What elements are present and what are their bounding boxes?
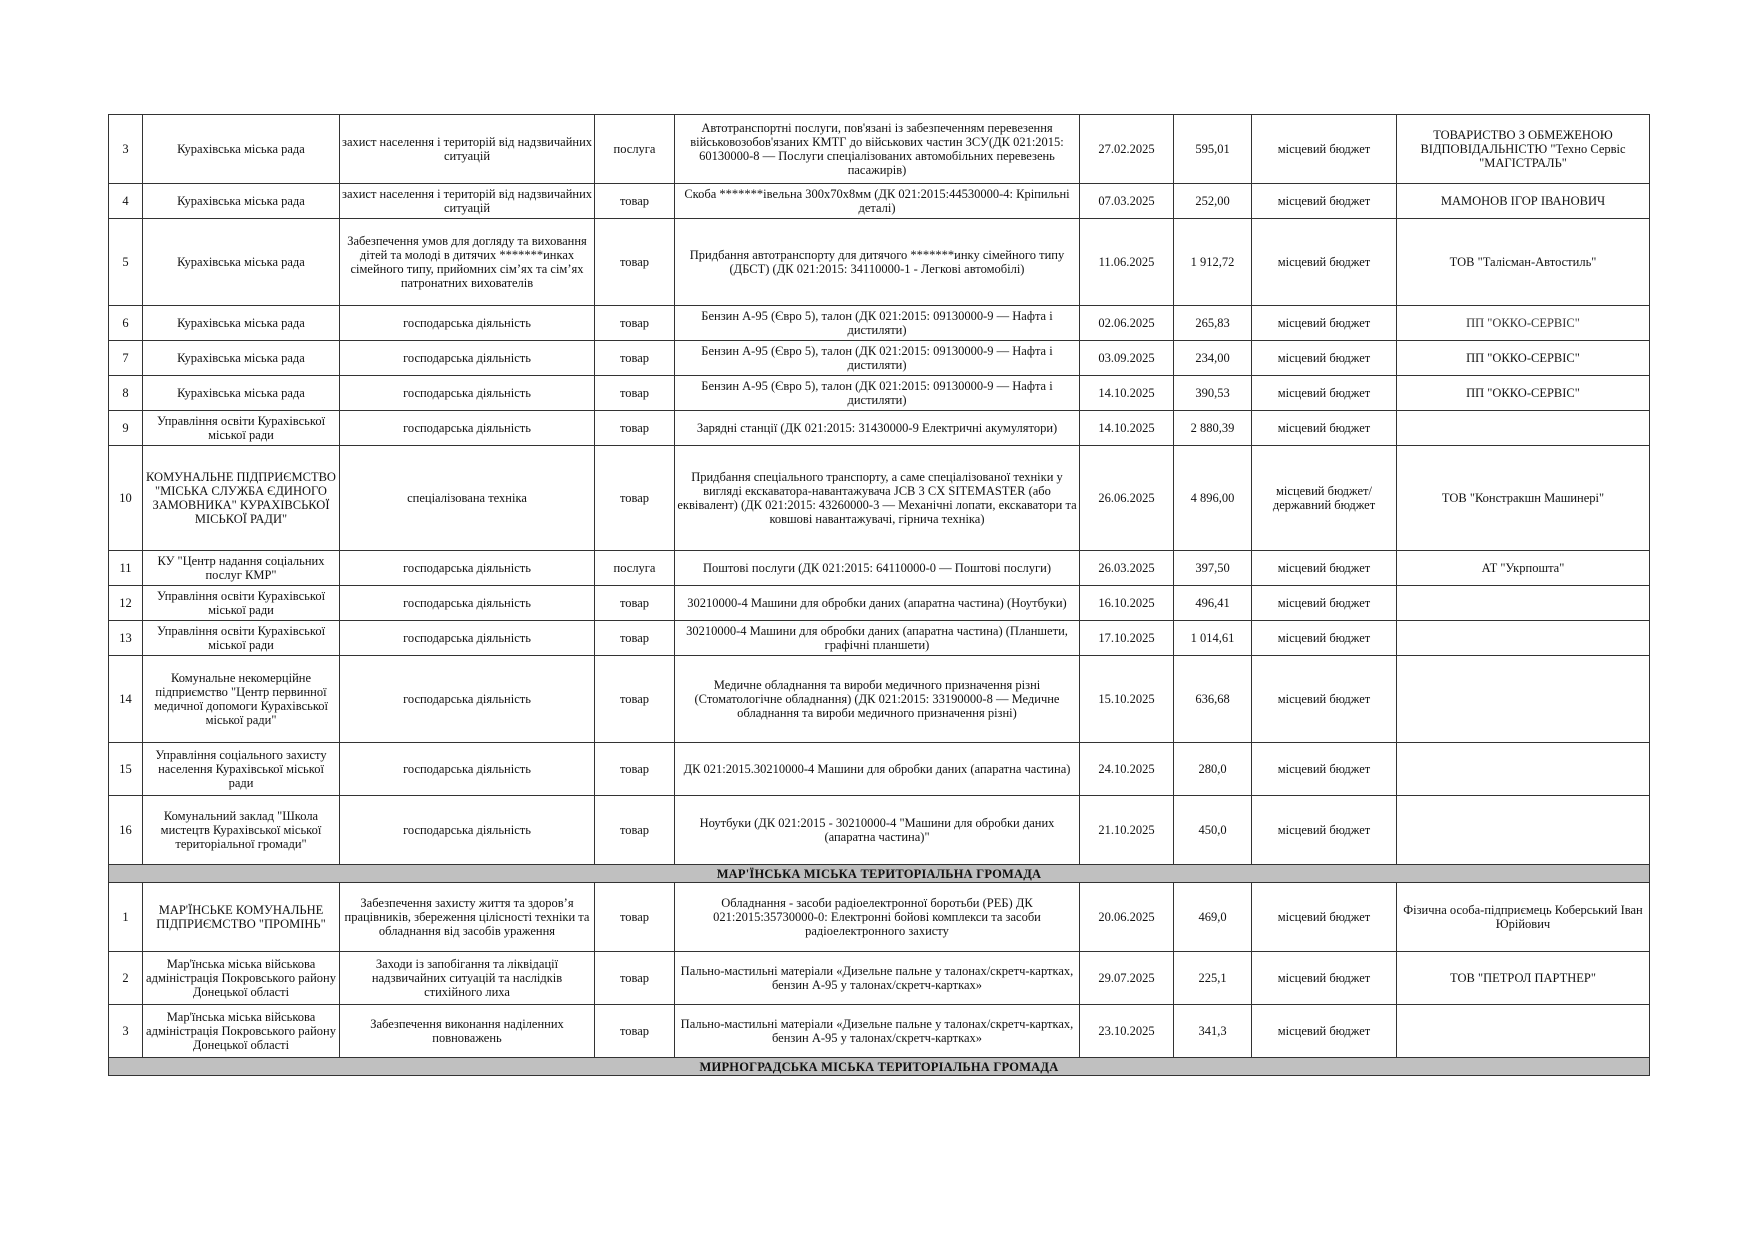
- row-number: 6: [109, 306, 143, 341]
- funding-source: місцевий бюджет/державний бюджет: [1252, 446, 1397, 551]
- contract-date: 15.10.2025: [1080, 656, 1174, 743]
- customer-name: Комунальне некомерційне підприємство "Центр первинної медичної допомоги Курахівської міської ради": [143, 656, 340, 743]
- procurement-subject: Поштові послуги (ДК 021:2015: 64110000-0 — Поштові послуги): [675, 551, 1080, 586]
- row-number: 5: [109, 219, 143, 306]
- contractor: Фізична особа-підприємець Коберський Іван Юрійович: [1397, 883, 1650, 952]
- contract-date: 21.10.2025: [1080, 796, 1174, 865]
- row-number: 16: [109, 796, 143, 865]
- table-row: [109, 656, 1650, 743]
- funding-source: місцевий бюджет: [1252, 743, 1397, 796]
- contractor: ТОВ "ПЕТРОЛ ПАРТНЕР": [1397, 952, 1650, 1005]
- table-row: [109, 883, 1650, 952]
- contract-date: 23.10.2025: [1080, 1005, 1174, 1058]
- customer-name: Управління соціального захисту населення Курахівської міської ради: [143, 743, 340, 796]
- row-number: 4: [109, 184, 143, 219]
- purpose: Заходи із запобігання та ліквідації надзвичайних ситуацій та наслідків стихійного лиха: [340, 952, 595, 1005]
- amount: 341,3: [1174, 1005, 1252, 1058]
- customer-name: Курахівська міська рада: [143, 376, 340, 411]
- customer-name: Управління освіти Курахівської міської ради: [143, 586, 340, 621]
- table-row: [109, 621, 1650, 656]
- table-row: [109, 306, 1650, 341]
- amount: 1 912,72: [1174, 219, 1252, 306]
- procurement-subject: 30210000-4 Машини для обробки даних (апаратна частина) (Ноутбуки): [675, 586, 1080, 621]
- procurement-subject: Медичне обладнання та вироби медичного призначення різні (Стоматологічне обладнання) (ДК 021:2015: 33190000-8 — Медичне обладнання та вироби медичного призначення різні): [675, 656, 1080, 743]
- table-row: [109, 952, 1650, 1005]
- procurement-subject: Бензин А-95 (Євро 5), талон (ДК 021:2015: 09130000-9 — Нафта і дистиляти): [675, 341, 1080, 376]
- contractor: ТОВ "Талісман-Автостиль": [1397, 219, 1650, 306]
- row-number: 14: [109, 656, 143, 743]
- row-number: 9: [109, 411, 143, 446]
- procurement-type: товар: [595, 184, 675, 219]
- purpose: господарська діяльність: [340, 341, 595, 376]
- contractor: [1397, 656, 1650, 743]
- contract-date: 07.03.2025: [1080, 184, 1174, 219]
- procurement-type: послуга: [595, 551, 675, 586]
- contractor: ТОВ "Констракшн Машинері": [1397, 446, 1650, 551]
- row-number: 15: [109, 743, 143, 796]
- procurement-subject: Ноутбуки (ДК 021:2015 - 30210000-4 "Машини для обробки даних (апаратна частина)": [675, 796, 1080, 865]
- procurement-type: товар: [595, 656, 675, 743]
- procurement-subject: Придбання автотранспорту для дитячого *******инку сімейного типу (ДБСТ) (ДК 021:2015: 34110000-1 - Легкові автомобілі): [675, 219, 1080, 306]
- purpose: господарська діяльність: [340, 376, 595, 411]
- purpose: господарська діяльність: [340, 621, 595, 656]
- funding-source: місцевий бюджет: [1252, 586, 1397, 621]
- funding-source: місцевий бюджет: [1252, 551, 1397, 586]
- procurement-subject: Пально-мастильні матеріали «Дизельне пальне у талонах/скретч-картках, бензин А-95 у талонах/скретч-картках»: [675, 1005, 1080, 1058]
- contract-date: 27.02.2025: [1080, 115, 1174, 184]
- contract-date: 26.03.2025: [1080, 551, 1174, 586]
- procurement-type: товар: [595, 341, 675, 376]
- amount: 225,1: [1174, 952, 1252, 1005]
- row-number: 10: [109, 446, 143, 551]
- section-title-marinka: МАР'ЇНСЬКА МІСЬКА ТЕРИТОРІАЛЬНА ГРОМАДА: [109, 865, 1650, 883]
- funding-source: місцевий бюджет: [1252, 1005, 1397, 1058]
- contractor: АТ "Укрпошта": [1397, 551, 1650, 586]
- row-number: 12: [109, 586, 143, 621]
- funding-source: місцевий бюджет: [1252, 341, 1397, 376]
- contractor: МАМОНОВ ІГОР ІВАНОВИЧ: [1397, 184, 1650, 219]
- funding-source: місцевий бюджет: [1252, 376, 1397, 411]
- row-number: 1: [109, 883, 143, 952]
- contract-date: 26.06.2025: [1080, 446, 1174, 551]
- procurement-type: товар: [595, 586, 675, 621]
- purpose: захист населення і територій від надзвичайних ситуацій: [340, 184, 595, 219]
- procurement-subject: Скоба *******івельна 300х70х8мм (ДК 021:2015:44530000-4: Кріпильні деталі): [675, 184, 1080, 219]
- contract-date: 29.07.2025: [1080, 952, 1174, 1005]
- amount: 397,50: [1174, 551, 1252, 586]
- amount: 234,00: [1174, 341, 1252, 376]
- customer-name: Мар'їнська міська військова адміністрація Покровського району Донецької області: [143, 952, 340, 1005]
- funding-source: місцевий бюджет: [1252, 952, 1397, 1005]
- customer-name: Управління освіти Курахівської міської ради: [143, 621, 340, 656]
- procurement-type: товар: [595, 219, 675, 306]
- contractor: [1397, 586, 1650, 621]
- contractor: [1397, 621, 1650, 656]
- table-row: [109, 586, 1650, 621]
- table-row: [109, 376, 1650, 411]
- table-row: [109, 743, 1650, 796]
- amount: 280,0: [1174, 743, 1252, 796]
- procurement-subject: ДК 021:2015.30210000-4 Машини для обробки даних (апаратна частина): [675, 743, 1080, 796]
- contractor: ПП "ОККО-СЕРВІС": [1397, 306, 1650, 341]
- contract-date: 17.10.2025: [1080, 621, 1174, 656]
- procurement-type: товар: [595, 1005, 675, 1058]
- amount: 252,00: [1174, 184, 1252, 219]
- table-row: [109, 1005, 1650, 1058]
- customer-name: Курахівська міська рада: [143, 184, 340, 219]
- procurement-type: товар: [595, 952, 675, 1005]
- purpose: господарська діяльність: [340, 743, 595, 796]
- table-row: [109, 219, 1650, 306]
- section-title-myrnohrad: МИРНОГРАДСЬКА МІСЬКА ТЕРИТОРІАЛЬНА ГРОМАДА: [109, 1058, 1650, 1076]
- procurement-subject: Пально-мастильні матеріали «Дизельне пальне у талонах/скретч-картках, бензин А-95 у талонах/скретч-картках»: [675, 952, 1080, 1005]
- funding-source: місцевий бюджет: [1252, 219, 1397, 306]
- customer-name: Комунальний заклад "Школа мистецтв Курахівської міської територіальної громади": [143, 796, 340, 865]
- table-body-marinka: [109, 883, 1650, 1058]
- table-row: [109, 796, 1650, 865]
- customer-name: МАР'ЇНСЬКЕ КОМУНАЛЬНЕ ПІДПРИЄМСТВО "ПРОМІНЬ": [143, 883, 340, 952]
- row-number: 7: [109, 341, 143, 376]
- purpose: господарська діяльність: [340, 551, 595, 586]
- procurement-subject: Автотранспортні послуги, пов'язані із забезпеченням перевезення військовозобов'язаних КМТГ до військових частин ЗСУ(ДК 021:2015: 60130000-8 — Послуги спеціалізованих автомобільних перевезень пасажирів): [675, 115, 1080, 184]
- funding-source: місцевий бюджет: [1252, 306, 1397, 341]
- table-row: [109, 184, 1650, 219]
- procurement-subject: 30210000-4 Машини для обробки даних (апаратна частина) (Планшети, графічні планшети): [675, 621, 1080, 656]
- procurement-type: товар: [595, 446, 675, 551]
- funding-source: місцевий бюджет: [1252, 184, 1397, 219]
- contract-date: 20.06.2025: [1080, 883, 1174, 952]
- row-number: 3: [109, 1005, 143, 1058]
- funding-source: місцевий бюджет: [1252, 796, 1397, 865]
- purpose: захист населення і територій від надзвичайних ситуацій: [340, 115, 595, 184]
- customer-name: Курахівська міська рада: [143, 219, 340, 306]
- procurement-table: [108, 114, 1650, 1076]
- amount: 636,68: [1174, 656, 1252, 743]
- procurement-type: товар: [595, 796, 675, 865]
- customer-name: КУ "Центр надання соціальних послуг КМР": [143, 551, 340, 586]
- purpose: господарська діяльність: [340, 586, 595, 621]
- funding-source: місцевий бюджет: [1252, 656, 1397, 743]
- section-row: [109, 1058, 1650, 1076]
- procurement-type: товар: [595, 306, 675, 341]
- purpose: Забезпечення захисту життя та здоров’я працівників, збереження цілісності техніки та обладнання від засобів ураження: [340, 883, 595, 952]
- procurement-subject: Зарядні станції (ДК 021:2015: 31430000-9 Електричні акумулятори): [675, 411, 1080, 446]
- funding-source: місцевий бюджет: [1252, 621, 1397, 656]
- contract-date: 16.10.2025: [1080, 586, 1174, 621]
- purpose: господарська діяльність: [340, 306, 595, 341]
- customer-name: КОМУНАЛЬНЕ ПІДПРИЄМСТВО "МІСЬКА СЛУЖБА ЄДИНОГО ЗАМОВНИКА" КУРАХІВСЬКОЇ МІСЬКОЇ РАДИ": [143, 446, 340, 551]
- amount: 469,0: [1174, 883, 1252, 952]
- funding-source: місцевий бюджет: [1252, 883, 1397, 952]
- contractor: [1397, 796, 1650, 865]
- customer-name: Курахівська міська рада: [143, 306, 340, 341]
- table-body-kurakhove: [109, 115, 1650, 865]
- procurement-type: товар: [595, 621, 675, 656]
- row-number: 3: [109, 115, 143, 184]
- table-row: [109, 115, 1650, 184]
- purpose: господарська діяльність: [340, 411, 595, 446]
- contract-date: 11.06.2025: [1080, 219, 1174, 306]
- purpose: господарська діяльність: [340, 656, 595, 743]
- purpose: Забезпечення умов для догляду та виховання дітей та молоді в дитячих *******инках сімейного типу, прийомних сім’ях та сім’ях патронатних вихователів: [340, 219, 595, 306]
- procurement-subject: Бензин А-95 (Євро 5), талон (ДК 021:2015: 09130000-9 — Нафта і дистиляти): [675, 306, 1080, 341]
- customer-name: Курахівська міська рада: [143, 115, 340, 184]
- contract-date: 02.06.2025: [1080, 306, 1174, 341]
- customer-name: Курахівська міська рада: [143, 341, 340, 376]
- purpose: спеціалізована техніка: [340, 446, 595, 551]
- procurement-type: товар: [595, 883, 675, 952]
- contract-date: 24.10.2025: [1080, 743, 1174, 796]
- amount: 1 014,61: [1174, 621, 1252, 656]
- table-row: [109, 551, 1650, 586]
- contract-date: 14.10.2025: [1080, 411, 1174, 446]
- purpose: Забезпечення виконання наділенних повноважень: [340, 1005, 595, 1058]
- row-number: 11: [109, 551, 143, 586]
- contractor: [1397, 411, 1650, 446]
- row-number: 8: [109, 376, 143, 411]
- procurement-type: послуга: [595, 115, 675, 184]
- contractor: [1397, 743, 1650, 796]
- amount: 390,53: [1174, 376, 1252, 411]
- amount: 265,83: [1174, 306, 1252, 341]
- contractor: ПП "ОККО-СЕРВІС": [1397, 376, 1650, 411]
- customer-name: Управління освіти Курахівської міської ради: [143, 411, 340, 446]
- section-row: [109, 865, 1650, 883]
- procurement-type: товар: [595, 743, 675, 796]
- procurement-type: товар: [595, 376, 675, 411]
- contract-date: 03.09.2025: [1080, 341, 1174, 376]
- amount: 595,01: [1174, 115, 1252, 184]
- amount: 4 896,00: [1174, 446, 1252, 551]
- procurement-subject: Обладнання - засоби радіоелектронної боротьби (РЕБ) ДК 021:2015:35730000-0: Електронні бойові комплекси та засоби радіоелектронного захисту: [675, 883, 1080, 952]
- contractor: ТОВАРИСТВО З ОБМЕЖЕНОЮ ВІДПОВІДАЛЬНІСТЮ "Техно Сервіс "МАГІСТРАЛЬ": [1397, 115, 1650, 184]
- contract-date: 14.10.2025: [1080, 376, 1174, 411]
- amount: 450,0: [1174, 796, 1252, 865]
- funding-source: місцевий бюджет: [1252, 115, 1397, 184]
- procurement-subject: Придбання спеціального транспорту, а саме спеціалізованої техніки у вигляді екскаватора-навантажувача JCB 3 CX SITEMASTER (або еквівалент) (ДК 021:2015: 43260000-3 — Механічні лопати, екскаватори та ковшові навантажувачі, гірнича техніка): [675, 446, 1080, 551]
- funding-source: місцевий бюджет: [1252, 411, 1397, 446]
- row-number: 13: [109, 621, 143, 656]
- amount: 496,41: [1174, 586, 1252, 621]
- row-number: 2: [109, 952, 143, 1005]
- amount: 2 880,39: [1174, 411, 1252, 446]
- purpose: господарська діяльність: [340, 796, 595, 865]
- procurement-type: товар: [595, 411, 675, 446]
- table-row: [109, 341, 1650, 376]
- customer-name: Мар'їнська міська військова адміністрація Покровського району Донецької області: [143, 1005, 340, 1058]
- table-row: [109, 411, 1650, 446]
- table-row: [109, 446, 1650, 551]
- contractor: [1397, 1005, 1650, 1058]
- procurement-subject: Бензин А-95 (Євро 5), талон (ДК 021:2015: 09130000-9 — Нафта і дистиляти): [675, 376, 1080, 411]
- contractor: ПП "ОККО-СЕРВІС": [1397, 341, 1650, 376]
